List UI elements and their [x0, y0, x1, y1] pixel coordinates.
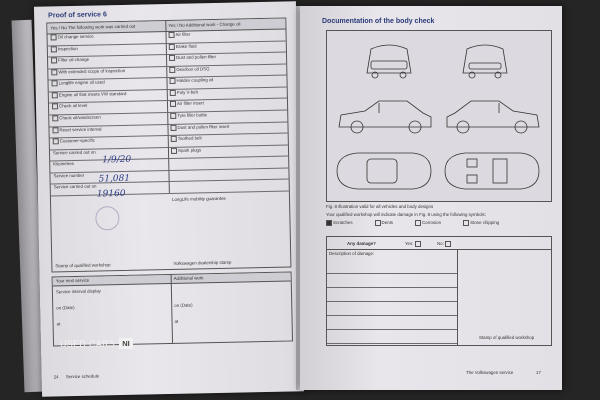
legend-corrosion: Corrosion [415, 220, 441, 228]
watermark-text: USED CARS [60, 338, 116, 349]
left-page-number: 24 [53, 374, 59, 380]
legend-scratches: Scratches [326, 220, 353, 228]
right-footer: The Volkswagen service [466, 370, 514, 375]
no-option: No: [437, 241, 452, 247]
row-checkbox[interactable] [170, 113, 176, 119]
legend-dents: Dents [375, 220, 393, 228]
row-checkbox[interactable] [52, 115, 58, 121]
km-label-right: at [174, 318, 179, 324]
instruction-text: Your qualified workshop will indicate damage in Fig. 8 using the following symbols: [326, 212, 486, 217]
row-right-cell: Haldex coupling oil [169, 77, 213, 84]
row-checkbox[interactable] [169, 67, 175, 73]
watermark-badge: NI [119, 338, 133, 349]
row-checkbox[interactable] [51, 46, 57, 52]
row-left-cell: Service number [53, 172, 85, 179]
row-checkbox[interactable] [51, 57, 57, 63]
row-checkbox[interactable] [169, 43, 175, 49]
row-checkbox[interactable] [171, 148, 177, 154]
right-page-number: 17 [536, 370, 541, 375]
right-page [300, 6, 562, 390]
due-label: Service interval display [55, 288, 101, 295]
description-line[interactable] [327, 301, 457, 316]
stamp-label-right: Stamp of qualified workshop [479, 335, 535, 340]
row-checkbox[interactable] [169, 78, 175, 84]
row-right-cell: Dust and pollen filter [169, 54, 216, 61]
row-right-cell: Air filter [169, 32, 191, 38]
description-line[interactable] [327, 259, 457, 274]
row-checkbox[interactable] [51, 81, 57, 87]
right-page-title: Documentation of the body check [322, 18, 435, 25]
row-checkbox[interactable] [51, 69, 57, 75]
handwritten-km: 51,081 [98, 173, 131, 185]
row-left-cell: Customer-specific [53, 138, 95, 145]
row-right-cell: Spark plugs [171, 147, 201, 154]
no-checkbox[interactable] [445, 241, 451, 247]
row-left-cell: Check oil/windscreen [52, 114, 101, 121]
row-left-cell: Reset service interval [52, 126, 101, 133]
handwritten-date: 1/9/20 [102, 154, 132, 166]
body-check-figure [326, 30, 552, 202]
row-checkbox[interactable] [170, 124, 176, 130]
next-service-right: Additional work [173, 275, 204, 281]
km-label: at [56, 321, 61, 327]
row-left-cell: Inspection [51, 45, 78, 52]
row-checkbox[interactable] [170, 101, 176, 107]
date-label: on (Date) [56, 305, 75, 311]
row-left-cell: Check oil level [52, 103, 87, 110]
row-right-cell: Brake fluid [169, 43, 197, 50]
date-label-right: on (Date) [174, 302, 193, 308]
row-right-cell: Toothed belt [171, 135, 202, 142]
row-left-cell: Filter oil change [51, 57, 89, 64]
stamp-label-left: Stamp of qualified workshop [55, 262, 111, 269]
col-left-header: Yes / No The following work was carried out [50, 23, 136, 31]
workshop-stamp [95, 206, 119, 230]
service-table [46, 18, 291, 273]
row-right-cell: Air filter insert [170, 101, 204, 108]
yes-checkbox[interactable] [415, 241, 421, 247]
row-checkbox[interactable] [52, 92, 58, 98]
damage-question: Any damage? [347, 241, 376, 246]
handwritten-number: 19160 [96, 188, 126, 200]
row-left-cell: Longlife engine oil used [51, 80, 104, 87]
row-checkbox[interactable] [53, 138, 59, 144]
description-lines [327, 259, 457, 345]
row-left-cell: Engine oil that meets VW standard [52, 91, 127, 99]
next-service-left: Your next service [55, 277, 90, 284]
row-checkbox[interactable] [171, 136, 177, 142]
row-left-cell: With extended scope of inspection [51, 68, 125, 76]
description-line[interactable] [327, 273, 457, 288]
dealership-label: Volkswagen dealership stamp [173, 259, 232, 266]
table-rows [48, 29, 289, 196]
row-checkbox[interactable] [169, 55, 175, 61]
description-line[interactable] [327, 287, 457, 302]
damage-legend [326, 220, 550, 228]
row-checkbox[interactable] [169, 32, 175, 38]
row-left-cell: Service carried out on [53, 183, 97, 190]
car-diagrams [327, 31, 551, 201]
used-cars-watermark [60, 338, 133, 349]
description-line[interactable] [327, 329, 457, 344]
col-right-header: Yes / No Additional work - Change oil [168, 21, 241, 28]
row-checkbox[interactable] [51, 34, 57, 40]
row-left-cell: Service carried out on [52, 149, 96, 156]
row-checkbox[interactable] [170, 90, 176, 96]
left-page-title: Proof of service 6 [48, 11, 107, 20]
legend-stone-chipping: Stone chipping [463, 220, 499, 228]
longlife-label: LongLife mobility guarantee [171, 195, 227, 202]
row-right-cell: Dust and pollen filter insert [170, 123, 229, 130]
row-right-cell: Poly V-belt [170, 89, 198, 96]
row-left-cell: Kilometres [53, 161, 75, 167]
yes-option: Yes: [405, 241, 422, 247]
figure-caption: Fig. 8 Illustration valid for all vehicles and body designs [326, 204, 434, 209]
row-checkbox[interactable] [52, 104, 58, 110]
row-right-cell: Tyre filler bottle [170, 112, 207, 119]
row-checkbox[interactable] [52, 127, 58, 133]
description-label: Description of damage: [329, 251, 375, 256]
description-line[interactable] [327, 315, 457, 330]
row-right-cell: Gearbox oil DSG [169, 66, 209, 73]
row-left-cell: Oil change service [51, 34, 94, 41]
damage-table [326, 236, 552, 346]
next-service-table [52, 271, 293, 346]
left-footer: Service schedule [65, 373, 100, 380]
